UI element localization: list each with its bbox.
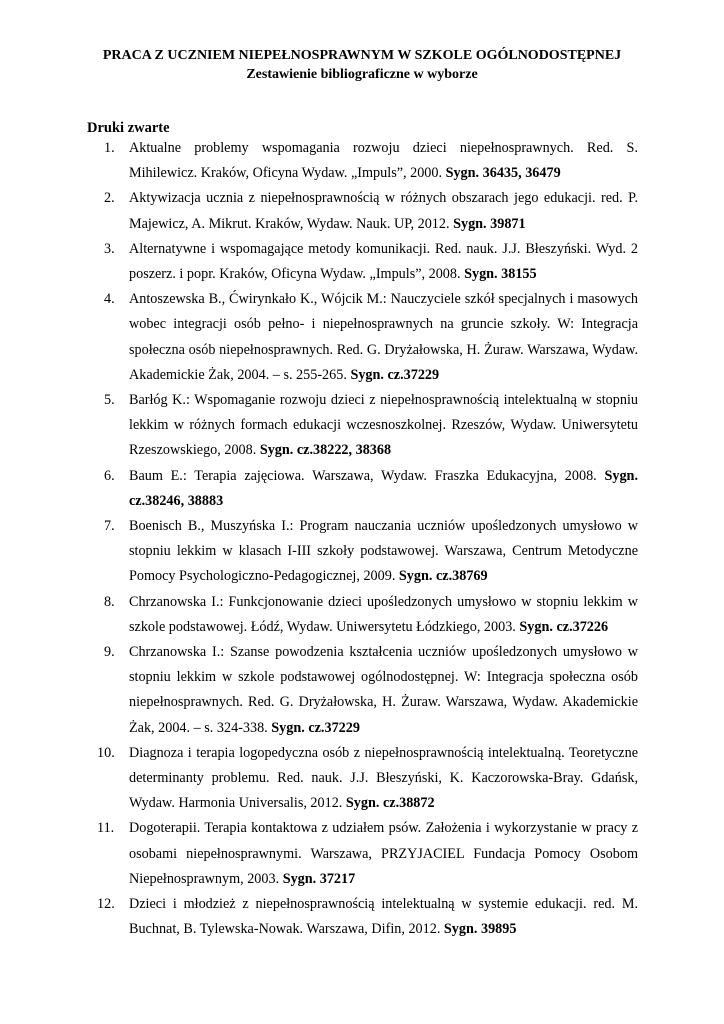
entry-call-number: Sygn. cz.37229: [350, 366, 440, 383]
entry-call-number: Sygn. cz.37226: [519, 618, 609, 635]
bibliography-entry: [104, 464, 638, 514]
bibliography-entry: [104, 514, 638, 590]
entry-number: 5.: [104, 392, 115, 409]
entry-call-number: Sygn. 39871: [453, 215, 526, 232]
bibliography-entry: [104, 136, 638, 186]
entry-number: 2.: [104, 190, 115, 207]
bibliography-entry: [104, 388, 638, 464]
entry-text: Baum E.: Terapia zajęciowa. Warszawa, Wydaw. Fraszka Edukacyjna, 2008.: [129, 467, 597, 484]
entry-call-number: Sygn. 37217: [282, 870, 356, 887]
bibliography-list: [97, 136, 638, 943]
entry-number: 12.: [97, 896, 115, 913]
bibliography-entry: [104, 640, 638, 741]
entry-text: Dzieci i młodzież z niepełnosprawnością intelektualną w systemie edukacji. red. M. Buchnat, B. Tylewska-Nowak. Warszawa, Difin, 2012.: [129, 896, 638, 938]
entry-text: Antoszewska B., Ćwirynkało K., Wójcik M.: Nauczyciele szkół specjalnych i masowych wobec integracji osób pełno- i niepełnosprawnych na gruncie szkoły. W: Integracja społeczna osób niepełnosprawnych. Red. G. Dryżałowska, H. Żuraw. Warszawa, Wydaw. Akademickie Żak, 2004. – s. 255-265.: [129, 291, 638, 383]
entry-text: Aktywizacja ucznia z niepełnosprawnością w różnych obszarach jego edukacji. red. P. Majewicz, A. Mikrut. Kraków, Wydaw. Nauk. UP, 2012.: [129, 190, 638, 232]
entry-number: 10.: [97, 744, 115, 761]
entry-number: 11.: [97, 820, 115, 837]
bibliography-entry: [97, 816, 638, 892]
bibliography-entry: [104, 186, 638, 236]
document-title: PRACA Z UCZNIEM NIEPEŁNOSPRAWNYM W SZKOLE OGÓLNODOSTĘPNEJ: [102, 48, 622, 63]
entry-call-number: Sygn. cz.38222, 38368: [259, 442, 392, 459]
entry-text: Diagnoza i terapia logopedyczna osób z niepełnosprawnością intelektualną. Teoretyczne determinanty problemu. Red. nauk. J.J. Błeszyński, K. Kaczorowska-Bray. Gdańsk, Wydaw. Harmonia Universalis, 2012.: [129, 744, 638, 812]
entry-call-number: Sygn. 36435, 36479: [445, 165, 561, 182]
entry-call-number: Sygn. 38155: [464, 266, 537, 283]
entry-number: 9.: [104, 644, 115, 661]
document-subtitle: Zestawienie bibliograficzne w wyborze: [246, 67, 478, 82]
entry-text: Dogoterapii. Terapia kontaktowa z udziałem psów. Założenia i wykorzystanie w pracy z osobami niepełnosprawnymi. Warszawa, PRZYJACIEL Fundacja Pomocy Osobom Niepełnosprawnym, 2003.: [129, 820, 638, 887]
entry-number: 6.: [104, 467, 115, 484]
entry-call-number: Sygn. cz.38872: [345, 795, 435, 812]
entry-call-number: Sygn. cz.37229: [271, 719, 360, 736]
bibliography-entry: [104, 590, 638, 640]
entry-call-number: Sygn. cz.38246, 38883: [129, 467, 638, 509]
entry-number: 8.: [104, 593, 115, 610]
bibliography-entry: [104, 237, 638, 287]
bibliography-entry: [104, 287, 638, 388]
entry-text: Alternatywne i wspomagające metody komunikacji. Red. nauk. J.J. Błeszyński. Wyd. 2 poszerz. i popr. Kraków, Oficyna Wydaw. „Impuls”, 2008.: [129, 240, 638, 283]
entry-number: 3.: [104, 240, 115, 257]
entry-call-number: Sygn. cz.38769: [398, 568, 488, 585]
entry-number: 7.: [104, 518, 115, 535]
entry-text: Chrzanowska I.: Szanse powodzenia kształcenia uczniów upośledzonych umysłowo w stopniu lekkim w szkole podstawowej ogólnodostępnej. W: Integracja społeczna osób niepełnosprawnych. Red. G. Dryżałowska, H. Żuraw. Warszawa, Wydaw. Akademickie Żak, 2004. – s. 324-338.: [129, 644, 638, 736]
section-heading: Druki zwarte: [87, 120, 170, 136]
entry-text: Chrzanowska I.: Funkcjonowanie dzieci upośledzonych umysłowo w stopniu lekkim w szkole podstawowej. Łódź, Wydaw. Uniwersytetu Łódzkiego, 2003.: [129, 593, 638, 635]
entry-text: Aktualne problemy wspomagania rozwoju dzieci niepełnosprawnych. Red. S. Mihilewicz. Kraków, Oficyna Wydaw. „Impuls”, 2000.: [129, 140, 638, 182]
bibliography-entry: [97, 892, 638, 942]
entry-call-number: Sygn. 39895: [443, 921, 517, 938]
entry-number: 1.: [104, 140, 115, 156]
entry-text: Boenisch B., Muszyńska I.: Program nauczania uczniów upośledzonych umysłowo w stopniu lekkim w klasach I-III szkoły podstawowej. Warszawa, Centrum Metodyczne Pomocy Psychologiczno-Pedagogicznej, 2009.: [129, 518, 638, 585]
entry-number: 4.: [104, 291, 115, 308]
bibliography-entry: [97, 741, 638, 817]
entry-text: Barłóg K.: Wspomaganie rozwoju dzieci z niepełnosprawnością intelektualną w stopniu lekkim w różnych formach edukacji wczesnoszkolnej. Rzeszów, Wydaw. Uniwersytetu Rzeszowskiego, 2008.: [129, 392, 638, 459]
